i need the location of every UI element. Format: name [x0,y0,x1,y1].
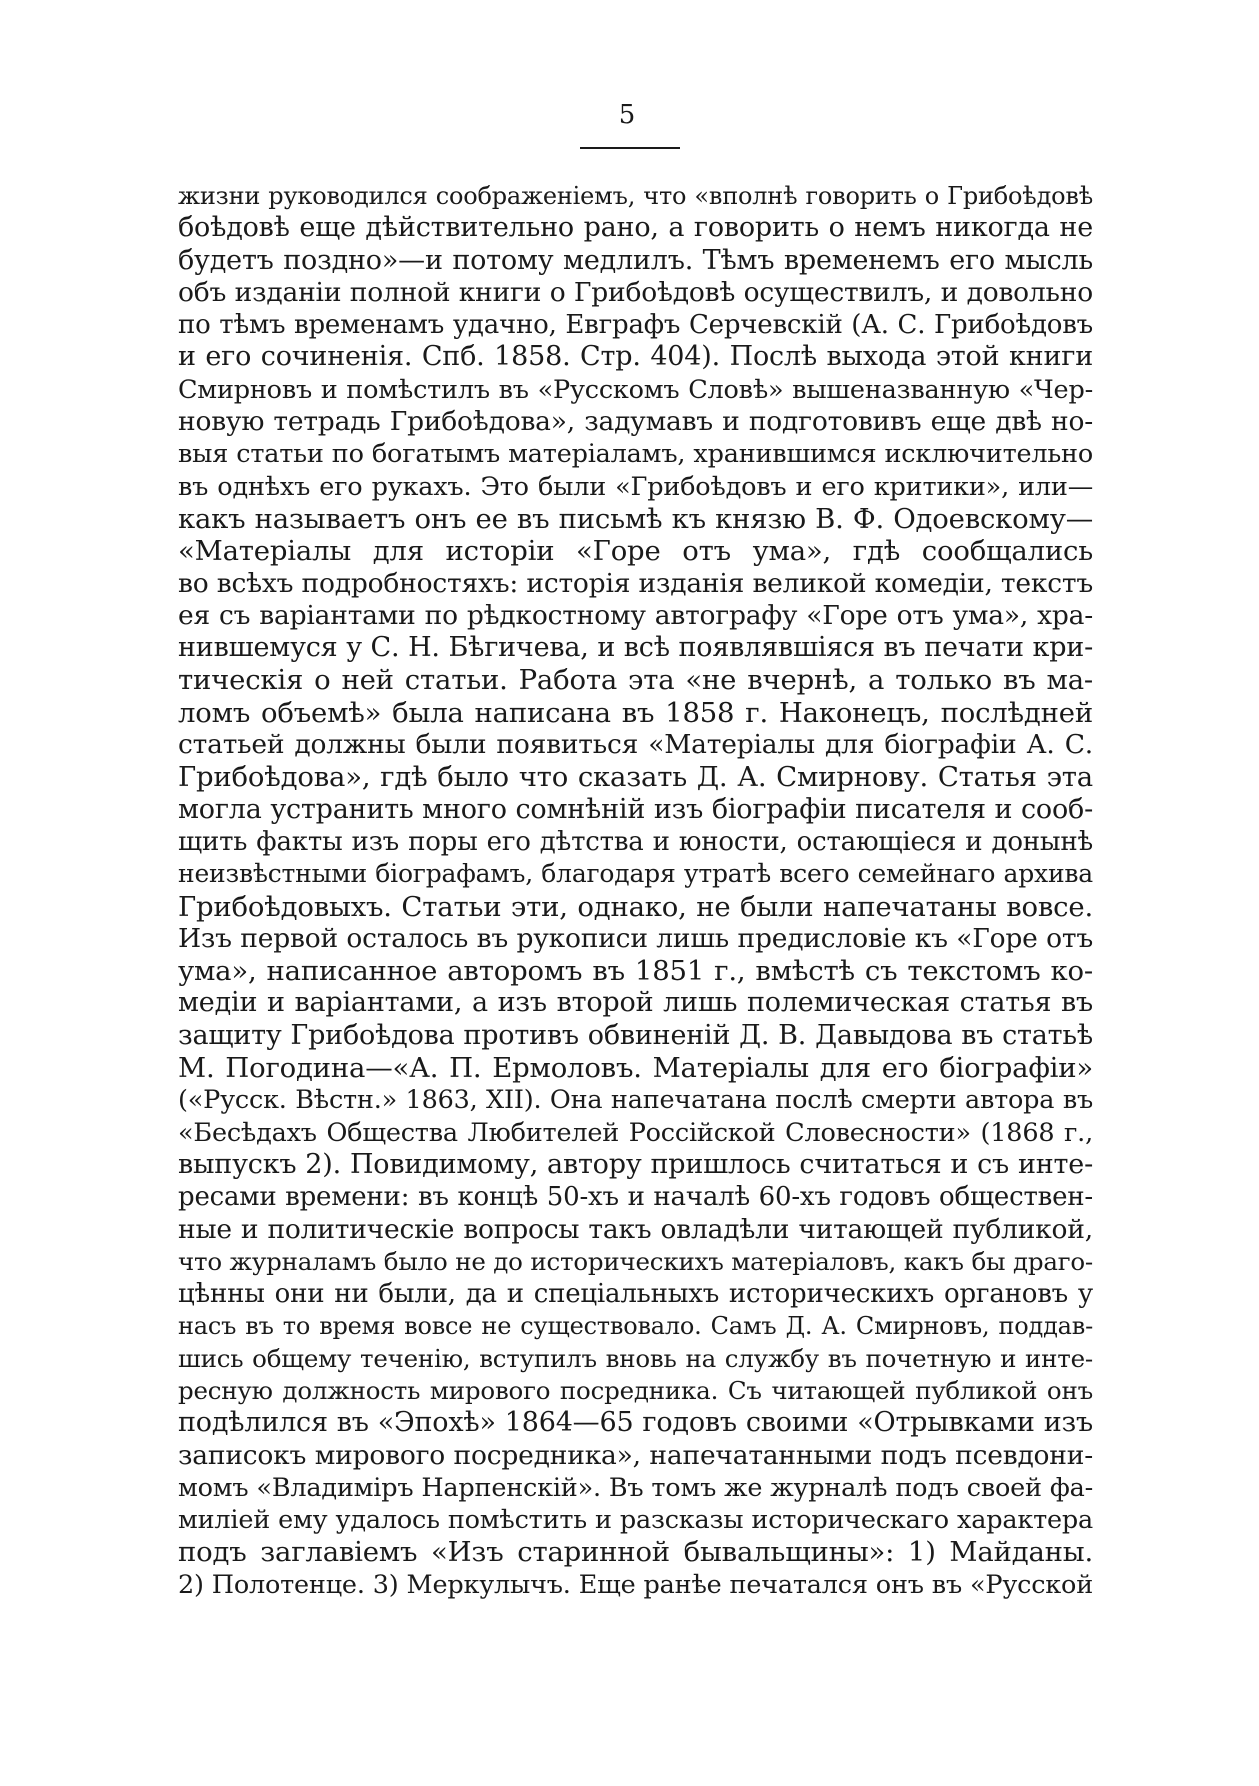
text-line: «Бесѣдахъ Общества Любителей Россійской Словесности» (1868 г., [178,1117,1093,1148]
text-line: Грибоѣдовыхъ. Статьи эти, однако, не были напечатаны вовсе. [178,890,1093,923]
text-line: подѣлился въ «Эпохѣ» 1864—65 годовъ своими «Отрывками изъ [178,1407,1093,1439]
text-line: по тѣмъ временамъ удачно, Евграфъ Серчевскій (А. С. Грибоѣдовъ [178,310,1093,341]
text-line: какъ называетъ онъ ее въ письмѣ къ князю В. Ф. Одоевскому— [178,502,1093,535]
text-line: будетъ поздно»—и потому медлилъ. Тѣмъ временемъ его мысль [178,244,1093,276]
text-line: жизни руководился соображеніемъ, что «вполнѣ говорить о Грибоѣдовѣ [178,182,1093,210]
text-line: 2) Полотенце. 3) Меркулычъ. Еще ранѣе печатался онъ въ «Русской [178,1569,1093,1600]
text-line: защиту Грибоѣдова противъ обвиненій Д. В. Давыдова въ статьѣ [178,1019,1093,1051]
text-line: въ однѣхъ его рукахъ. Это были «Грибоѣдовъ и его критики», или— [178,471,1093,502]
text-line: выпускъ 2). Повидимому, автору пришлось считаться и съ инте- [178,1148,1093,1180]
text-line: тическія о ней статьи. Работа эта «не вчернѣ, а только въ ма- [178,664,1093,697]
text-line: боѣдовѣ еще дѣйствительно рано, а говорить о немъ никогда не [178,212,1093,244]
text-line: во всѣхъ подробностяхъ: исторія изданія великой комедіи, текстъ [178,567,1093,599]
text-line: и его сочиненія. Спб. 1858. Стр. 404). Послѣ выхода этой книги [178,341,1093,373]
text-line: новую тетрадь Грибоѣдова», задумавъ и подготовивъ еще двѣ но- [178,406,1093,438]
text-line: подъ заглавіемъ «Изъ старинной бывальщины»: 1) Майданы. [178,1536,1093,1569]
text-line: объ изданіи полной книги о Грибоѣдовѣ осуществилъ, и довольно [178,276,1093,308]
text-line: «Матеріалы для исторіи «Горе отъ ума», гдѣ сообщались [178,535,1093,568]
text-line: Изъ первой осталось въ рукописи лишь предисловіе къ «Горе отъ [178,922,1093,954]
text-line: М. Погодина—«А. П. Ермоловъ. Матеріалы для его біографіи» [178,1052,1093,1085]
text-line: медіи и варіантами, а изъ второй лишь полемическая статья въ [178,987,1093,1019]
text-line: («Русск. Вѣстн.» 1863, XII). Она напечатана послѣ смерти автора въ [178,1085,1093,1116]
text-line: насъ въ то время вовсе не существовало. Самъ Д. А. Смирновъ, поддав- [178,1312,1093,1341]
text-line: могла устранить много сомнѣній изъ біографіи писателя и сооб- [178,793,1093,825]
text-line: ея съ варіантами по рѣдкостному автографу «Горе отъ ума», хра- [178,599,1093,631]
text-line: Смирновъ и помѣстилъ въ «Русскомъ Словѣ» вышеназванную «Чер- [178,374,1093,405]
text-line: цѣнны они ни были, да и спеціальныхъ историческихъ органовъ у [178,1279,1093,1310]
text-line: ломъ объемѣ» была написана въ 1858 г. Наконецъ, послѣдней [178,696,1093,729]
text-line: нившемуся у С. Н. Бѣгичева, и всѣ появлявшіяся въ печати кри- [178,632,1093,664]
body-text [178,180,1093,1601]
text-line: статьей должны были появиться «Матеріалы для біографіи А. С. [178,729,1093,761]
text-line: ресами времени: въ концѣ 50-хъ и началѣ 60-хъ годовъ обществен- [178,1182,1093,1213]
page-number-rule [580,147,680,149]
text-line: миліей ему удалось помѣстить и разсказы историческаго характера [178,1505,1093,1536]
text-line: записокъ мирового посредника», напечатанными подъ псевдони- [178,1439,1093,1471]
text-line: шись общему теченію, вступилъ вновь на службу въ почетную и инте- [178,1343,1093,1373]
text-line: момъ «Владиміръ Нарпенскій». Въ томъ же журналѣ подъ своей фа- [178,1472,1093,1503]
page-number: 5 [618,100,636,130]
text-line: ресную должность мирового посредника. Съ читающей публикой онъ [178,1375,1093,1405]
text-line: ные и политическіе вопросы такъ овладѣли читающей публикой, [178,1213,1093,1245]
text-line: ума», написанное авторомъ въ 1851 г., вмѣстѣ съ текстомъ ко- [178,955,1093,988]
text-line: щить факты изъ поры его дѣтства и юности, остающіеся и донынѣ [178,826,1093,857]
text-line: что журналамъ было не до историческихъ матеріаловъ, какъ бы драго- [178,1246,1093,1276]
text-line: выя статьи по богатымъ матеріаламъ, хранившимся исключительно [178,439,1093,470]
text-line: Грибоѣдова», гдѣ было что сказать Д. А. Смирнову. Статья эта [178,761,1093,794]
text-line: неизвѣстными біографамъ, благодаря утратѣ всего семейнаго архива [178,859,1093,889]
